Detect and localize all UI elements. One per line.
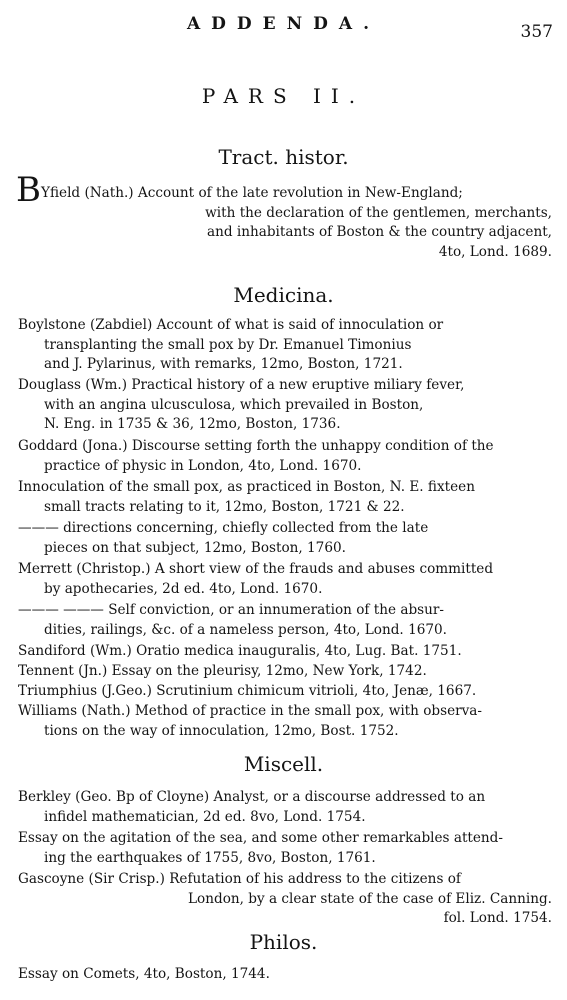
entry-directions xyxy=(4,519,552,558)
entry-line: Essay on the agitation of the sea, and some other remarkables attend- xyxy=(18,830,503,846)
entry-line: Berkley (Geo. Bp of Cloyne) Analyst, or a discourse addressed to an xyxy=(18,789,486,805)
entry-line: fol. Lond. 1754. xyxy=(443,910,552,926)
entry-line: Sandiford (Wm.) Oratio medica inauguralis, 4to, Lug. Bat. 1751. xyxy=(18,643,462,659)
entry-line: Goddard (Jona.) Discourse setting forth the unhappy condition of the xyxy=(18,438,494,454)
running-head: ADDENDA. xyxy=(186,14,381,34)
entry-line: Tennent (Jn.) Essay on the pleurisy, 12mo, New York, 1742. xyxy=(18,663,427,679)
entry-line: N. Eng. in 1735 & 36, 12mo, Boston, 1736. xyxy=(44,416,341,432)
entry-williams xyxy=(4,702,552,741)
entry-tennent xyxy=(4,662,552,682)
entry-line: small tracts relating to it, 12mo, Boston, 1721 & 22. xyxy=(44,498,405,515)
entry-line: London, by a clear state of the case of Eliz. Canning. xyxy=(188,890,552,907)
entry-line: Triumphius (J.Geo.) Scrutinium chimicum vitrioli, 4to, Jenæ, 1667. xyxy=(18,683,477,699)
entry-merrett xyxy=(4,560,552,599)
entry-line: Boylstone (Zabdiel) Account of what is said of innoculation or xyxy=(18,317,444,333)
entry-line: Essay on Comets, 4to, Boston, 1744. xyxy=(18,966,270,982)
entry-line: ——— ——— Self conviction, or an innumeration of the absur- xyxy=(18,602,444,618)
entry-line: with an angina ulcusculosa, which prevailed in Boston, xyxy=(44,396,424,413)
entry-self-conviction xyxy=(4,601,552,640)
entry-line: and J. Pylarinus, with remarks, 12mo, Boston, 1721. xyxy=(44,356,403,372)
entry-line: Douglass (Wm.) Practical history of a new eruptive miliary fever, xyxy=(18,377,465,393)
page-number: 357 xyxy=(520,22,553,42)
entry-goddard xyxy=(4,437,552,476)
entry-line: Williams (Nath.) Method of practice in the small pox, with observa- xyxy=(18,703,483,719)
entry-essay-sea xyxy=(4,829,552,868)
entry-line: tions on the way of innoculation, 12mo, Bost. 1752. xyxy=(44,722,399,739)
entry-sandiford xyxy=(4,642,552,662)
entry-line: with the declaration of the gentlemen, merchants, xyxy=(205,204,552,221)
entry-berkley xyxy=(4,788,552,827)
entry-line: ing the earthquakes of 1755, 8vo, Boston, 1761. xyxy=(44,849,376,866)
section-heading-medicina: Medicina. xyxy=(233,283,334,307)
section-heading-philos: Philos. xyxy=(249,930,318,954)
entry-line: ——— directions concerning, chiefly collected from the late xyxy=(18,520,429,536)
entry-line xyxy=(4,170,552,210)
section-heading-miscell: Miscell. xyxy=(243,752,324,776)
entry-douglass xyxy=(4,376,552,435)
entry-line: Gascoyne (Sir Crisp.) Refutation of his address to the citizens of xyxy=(18,871,461,887)
entry-line: infidel mathematician, 2d ed. 8vo, Lond. 1754. xyxy=(44,808,366,825)
entry-line: dities, railings, &c. of a nameless person, 4to, Lond. 1670. xyxy=(44,621,447,638)
entry-line: transplanting the small pox by Dr. Emanuel Timonius xyxy=(44,336,412,353)
entry-essay-comets xyxy=(4,965,552,985)
entry-byfield xyxy=(4,170,552,262)
entry-line: Innoculation of the small pox, as practiced in Boston, N. E. fixteen xyxy=(18,479,475,495)
entry-line: pieces on that subject, 12mo, Boston, 1760. xyxy=(44,539,346,556)
drop-cap: B xyxy=(16,170,41,210)
entry-boylstone xyxy=(4,316,552,375)
entry-line: and inhabitants of Boston & the country adjacent, xyxy=(207,224,552,240)
entry-gascoyne xyxy=(4,870,552,929)
entry-line: 4to, Lond. 1689. xyxy=(438,243,552,260)
entry-triumphius xyxy=(4,682,552,702)
entry-line: practice of physic in London, 4to, Lond. 1670. xyxy=(44,457,362,474)
entry-line: Merrett (Christop.) A short view of the frauds and abuses committed xyxy=(18,561,494,577)
entry-innoculation xyxy=(4,478,552,517)
part-heading: PARS II. xyxy=(201,84,366,108)
entry-line: by apothecaries, 2d ed. 4to, Lond. 1670. xyxy=(44,580,323,597)
entry-text: Yfield (Nath.) Account of the late revolution in New-England; xyxy=(41,185,463,201)
section-heading-tract: Tract. histor. xyxy=(218,145,349,169)
